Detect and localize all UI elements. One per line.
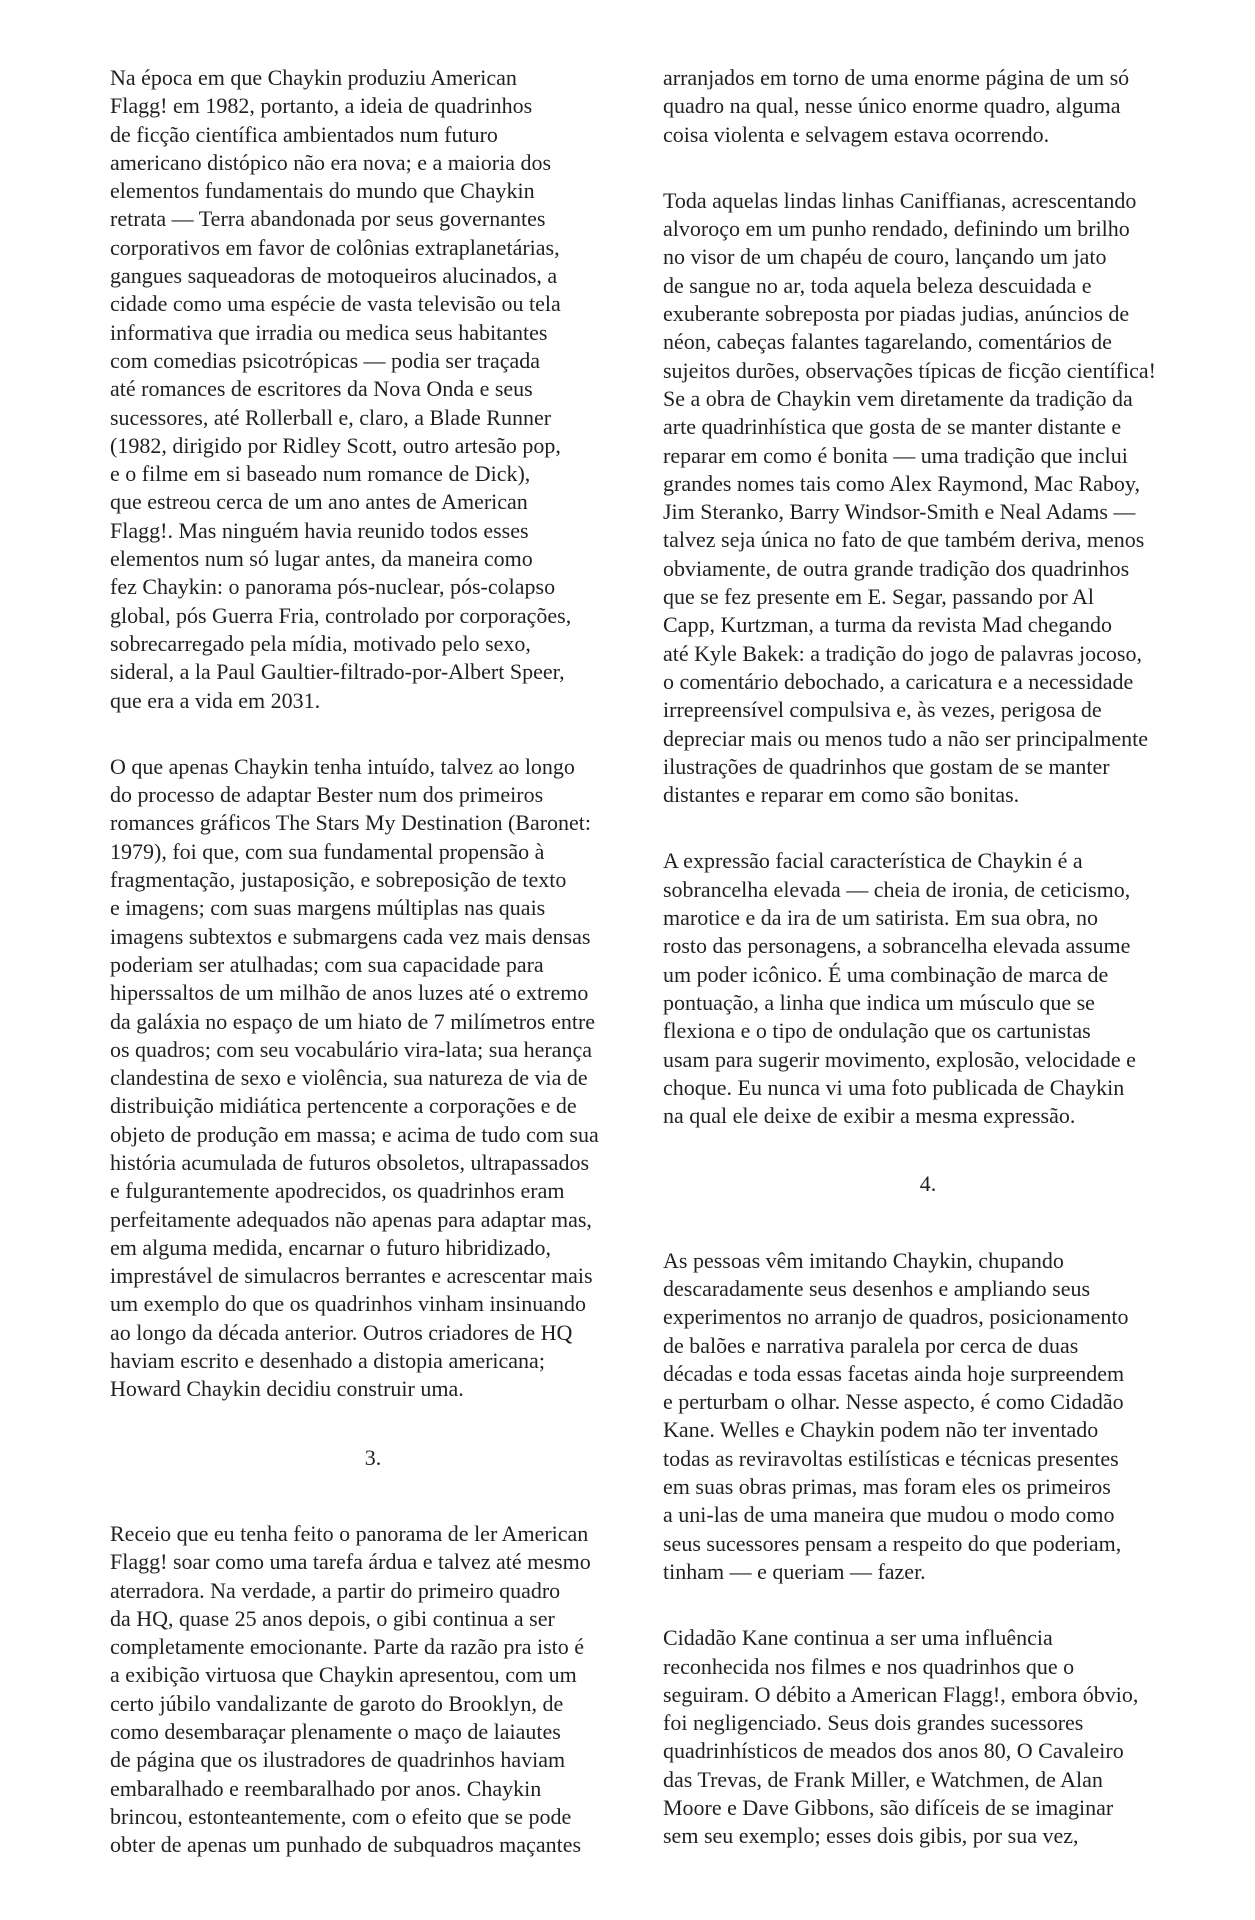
- right-column: [663, 64, 1193, 1851]
- paragraph: O que apenas Chaykin tenha intuído, talvez ao longo do processo de adaptar Bester num dos primeiros romances gráficos The Stars My Destination (Baronet: 1979), foi que, com sua fundamental propensão à fragmentação, justaposição, e sobreposição de texto e imagens; com suas margens múltiplas nas quais imagens subtextos e submargens cada vez mais densas poderiam ser atulhadas; com sua capacidade para hiperssaltos de um milhão de anos luzes até o extremo da galáxia no espaço de um hiato de 7 milímetros entre os quadros; com seu vocabulário vira-lata; sua herança clandestina de sexo e violência, sua natureza de via de distribuição midiática pertencente a corporações e de objeto de produção em massa; e acima de tudo com sua história acumulada de futuros obsoletos, ultrapassados e fulgurantemente apodrecidos, os quadrinhos eram perfeitamente adequados não apenas para adaptar mas, em alguma medida, encarnar o futuro hibridizado, imprestável de simulacros berrantes e acrescentar mais um exemplo do que os quadrinhos vinham insinuando ao longo da década anterior. Outros criadores de HQ haviam escrito e desenhado a distopia americana; Howard Chaykin decidiu construir uma.: [110, 753, 599, 1402]
- section-number: 4.: [919, 1171, 937, 1197]
- paragraph: Receio que eu tenha feito o panorama de ler American Flagg! soar como uma tarefa árdua e talvez até mesmo aterradora. Na verdade, a partir do primeiro quadro da HQ, quase 25 anos depois, o gibi continua a ser completamente emocionante. Parte da razão pra isto é a exibição virtuosa que Chaykin apresentou, com um certo júbilo vandalizante de garoto do Brooklyn, de como desembaraçar plenamente o maço de laiautes de página que os ilustradores de quadrinhos haviam embaralhado e reembaralhado por anos. Chaykin brincou, estonteantemente, com o efeito que se pode obter de apenas um punhado de subquadros maçantes: [110, 1520, 591, 1858]
- paragraph: Toda aquelas lindas linhas Caniffianas, acrescentando alvoroço em um punho rendado, definindo um brilho no visor de um chapéu de couro, lançando um jato de sangue no ar, toda aquela beleza descuidada e exuberante sobreposta por piadas judias, anúncios de néon, cabeças falantes tagarelando, comentários de sujeitos durões, observações típicas de ficção científica! Se a obra de Chaykin vem diretamente da tradição da arte quadrinhística que gosta de se manter distante e reparar em como é bonita — uma tradição que inclui grandes nomes tais como Alex Raymond, Mac Raboy, Jim Steranko, Barry Windsor-Smith e Neal Adams — talvez seja única no fato de que também deriva, menos obviamente, de outra grande tradição dos quadrinhos que se fez presente em E. Segar, passando por Al Capp, Kurtzman, a turma da revista Mad chegando até Kyle Bakek: a tradição do jogo de palavras jocoso, o comentário debochado, a caricatura e a necessidade irrepreensível compulsiva e, às vezes, perigosa de depreciar mais ou menos tudo a não ser principalmente ilustrações de quadrinhos que gostam de se manter distantes e reparar em como são bonitas.: [663, 187, 1156, 808]
- paragraph: A expressão facial característica de Chaykin é a sobrancelha elevada — cheia de ironia, de ceticismo, marotice e da ira de um satirista. Em sua obra, no rosto das personagens, a sobrancelha elevada assume um poder icônico. É uma combinação de marca de pontuação, a linha que indica um músculo que se flexiona e o tipo de ondulação que os cartunistas usam para sugerir movimento, explosão, velocidade e choque. Eu nunca vi uma foto publicada de Chaykin na qual ele deixe de exibir a mesma expressão.: [663, 848, 1136, 1129]
- paragraph: Na época em que Chaykin produziu American Flagg! em 1982, portanto, a ideia de quadrinhos de ficção científica ambientados num futuro americano distópico não era nova; e a maioria dos elementos fundamentais do mundo que Chaykin retrata — Terra abandonada por seus governantes corporativos em favor de colônias extraplanetárias, gangues saqueadoras de motoqueiros alucinados, a cidade como uma espécie de vasta televisão ou tela informativa que irradia ou medica seus habitantes com comedias psicotrópicas — podia ser traçada até romances de escritores da Nova Onda e seus sucessores, até Rollerball e, claro, a Blade Runner (1982, dirigido por Ridley Scott, outro artesão pop, e o filme em si baseado num romance de Dick), que estreou cerca de um ano antes de American Flagg!. Mas ninguém havia reunido todos esses elementos num só lugar antes, da maneira como fez Chaykin: o panorama pós-nuclear, pós-colapso global, pós Guerra Fria, controlado por corporações, sobrecarregado pela mídia, motivado pelo sexo, sideral, a la Paul Gaultier-filtrado-por-Albert Speer, que era a vida em 2031.: [110, 65, 572, 713]
- paragraph: arranjados em torno de uma enorme página de um só quadro na qual, nesse único enorme quadro, alguma coisa violenta e selvagem estava ocorrendo.: [663, 65, 1130, 147]
- paragraph: Cidadão Kane continua a ser uma influência reconhecida nos filmes e nos quadrinhos que o seguiram. O débito a American Flagg!, embora óbvio, foi negligenciado. Seus dois grandes sucessores quadrinhísticos de meados dos anos 80, O Cavaleiro das Trevas, de Frank Miller, e Watchmen, de Alan Moore e Dave Gibbons, são difíceis de se imaginar sem seu exemplo; esses dois gibis, por sua vez,: [663, 1625, 1139, 1849]
- section-number: 3.: [364, 1444, 382, 1470]
- paragraph: As pessoas vêm imitando Chaykin, chupando descaradamente seus desenhos e ampliando seus experimentos no arranjo de quadros, posicionamento de balões e narrativa paralela por cerca de duas décadas e toda essas facetas ainda hoje surpreendem e perturbam o olhar. Nesse aspecto, é como Cidadão Kane. Welles e Chaykin podem não ter inventado todas as reviravoltas estilísticas e técnicas presentes em suas obras primas, mas foram eles os primeiros a uni-las de uma maneira que mudou o modo como seus sucessores pensam a respeito do que poderiam, tinham — e queriam — fazer.: [663, 1247, 1129, 1584]
- left-column: [110, 64, 636, 1860]
